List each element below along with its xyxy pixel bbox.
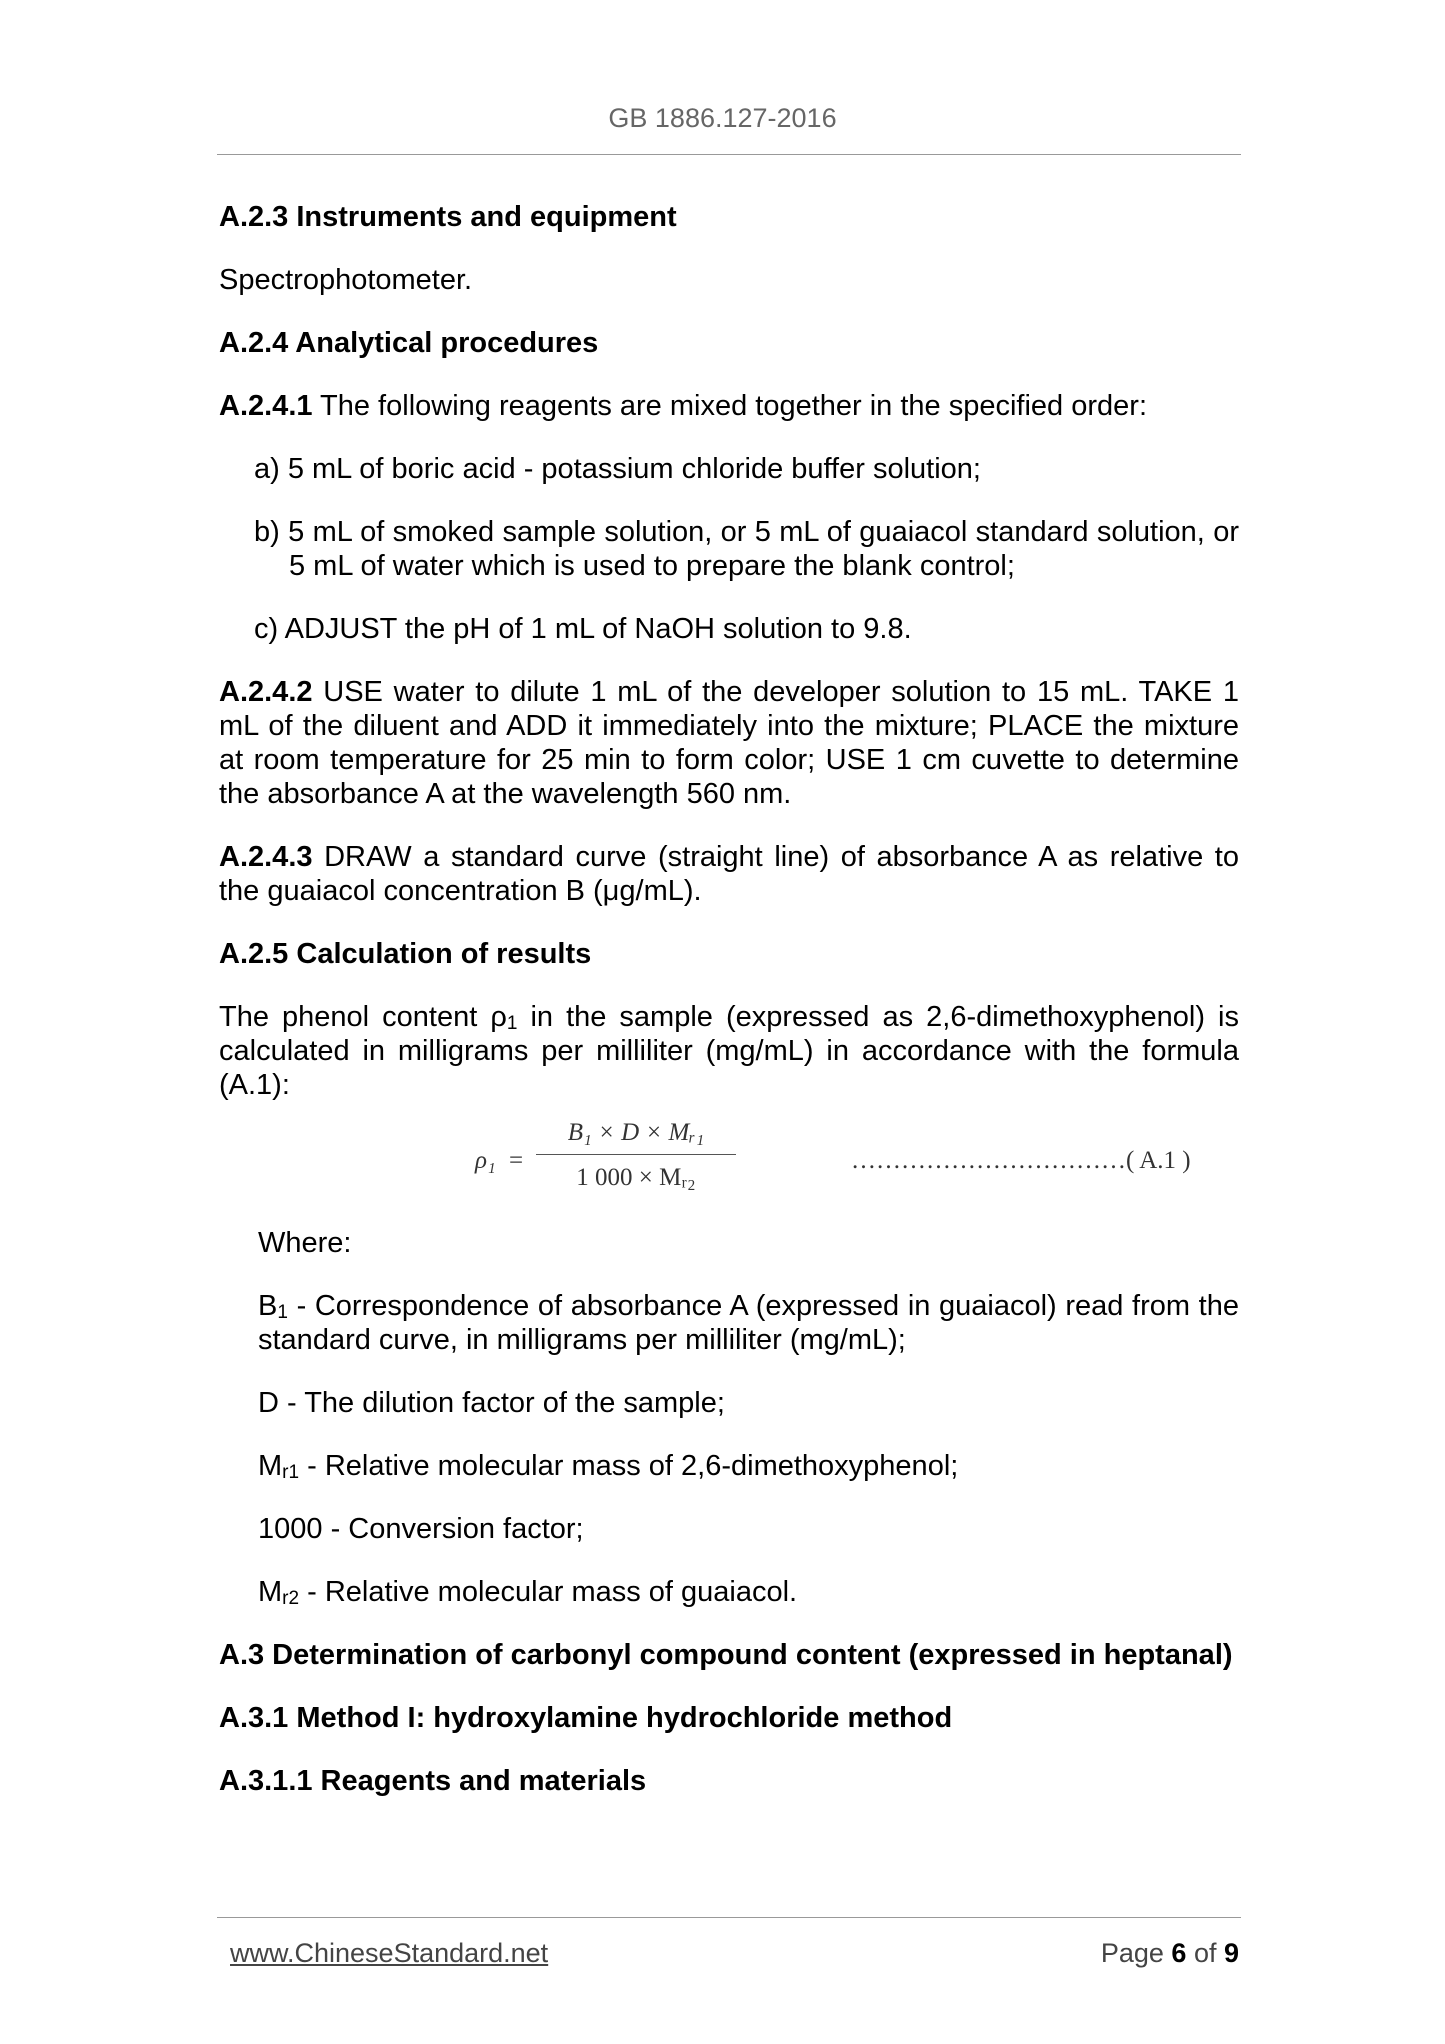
def-symbol: 1000 [258, 1513, 323, 1545]
def-subscript: r1 [282, 1462, 300, 1483]
formula-a1 [219, 1116, 1239, 1206]
def-subscript: r2 [282, 1588, 300, 1609]
def-symbol: M [258, 1450, 283, 1482]
clause-number: A.2.4.1 [219, 390, 313, 422]
formula-fraction [536, 1116, 736, 1195]
header-divider [217, 154, 1241, 155]
def-text: - Relative molecular mass of guaiacol. [299, 1576, 798, 1608]
formula-numerator: B₁ × D × Mᵣ₁ [536, 1116, 736, 1155]
formula-number-label: ……………………………( A.1 ) [851, 1147, 1191, 1174]
paragraph-a25-intro [219, 1000, 1239, 1102]
def-text: - Conversion factor; [322, 1513, 584, 1545]
section-heading-a25: A.2.5 Calculation of results [219, 938, 592, 970]
section-heading-a23: A.2.3 Instruments and equipment [219, 201, 677, 233]
current-page: 6 [1171, 1938, 1187, 1968]
definition-mr2 [219, 1575, 1239, 1609]
definition-1000 [219, 1512, 1239, 1546]
def-symbol: M [258, 1576, 283, 1608]
total-pages: 9 [1223, 1938, 1239, 1968]
where-label: Where: [258, 1227, 352, 1259]
section-heading-a311: A.3.1.1 Reagents and materials [219, 1765, 647, 1797]
clause-text: The following reagents are mixed together in the specified order: [312, 390, 1148, 422]
page-of: of [1186, 1938, 1224, 1968]
def-text: - Correspondence of absorbance A (expressed in guaiacol) read from the standard curve, in milligrams per milliliter (mg/mL); [258, 1290, 1239, 1356]
rho-subscript: 1 [506, 1013, 518, 1034]
list-item-c: c) ADJUST the pH of 1 mL of NaOH solution to 9.8. [254, 613, 912, 645]
definition-d [219, 1386, 1239, 1420]
formula-denominator: 1 000 × Mᵣ₂ [576, 1164, 696, 1191]
paragraph-a242 [219, 675, 1239, 811]
section-heading-a3: A.3 Determination of carbonyl compound content (expressed in heptanal) [219, 1639, 1233, 1671]
clause-text: DRAW a standard curve (straight line) of absorbance A as relative to the guaiacol concentration B (μg/mL). [219, 841, 1239, 907]
formula-lhs: ρ₁ [475, 1147, 496, 1174]
section-heading-a24: A.2.4 Analytical procedures [219, 327, 599, 359]
def-symbol: B [258, 1290, 278, 1322]
paragraph-a243 [219, 840, 1239, 908]
list-item-a: a) 5 mL of boric acid - potassium chloride buffer solution; [254, 453, 981, 485]
formula-equals: = [509, 1147, 524, 1174]
website-link[interactable]: www.ChineseStandard.net [230, 1938, 549, 1968]
clause-number: A.2.4.3 [219, 841, 313, 873]
page-number [1101, 1938, 1239, 1969]
clause-number: A.2.4.2 [219, 676, 313, 708]
def-symbol: D [258, 1387, 279, 1419]
paragraph-a23: Spectrophotometer. [219, 264, 473, 296]
def-subscript: 1 [277, 1302, 288, 1323]
clause-text: USE water to dilute 1 mL of the developer solution to 15 mL. TAKE 1 mL of the diluent and ADD it immediately into the mixture; PLACE the mixture at room temperature for 25 min to form color; USE 1 cm cuvette to determine the absorbance A at the wavelength 560 nm. [219, 676, 1239, 810]
intro-text-end: in the sample (expressed as 2,6-dimethoxyphenol) is calculated in milligrams per milliliter (mg/mL) in accordance with the formula (A.1): [219, 1001, 1240, 1101]
paragraph-a241 [219, 389, 1239, 423]
page-body [219, 192, 1239, 1798]
definition-mr1 [219, 1449, 1239, 1483]
list-item-b: b) 5 mL of smoked sample solution, or 5 mL of guaiacol standard solution, or 5 mL of water which is used to prepare the blank control; [254, 516, 1239, 582]
section-heading-a31: A.3.1 Method I: hydroxylamine hydrochloride method [219, 1702, 953, 1734]
definition-b1 [219, 1289, 1239, 1357]
def-text: - Relative molecular mass of 2,6-dimethoxyphenol; [299, 1450, 959, 1482]
document-code-header: GB 1886.127-2016 [608, 103, 837, 133]
footer-divider [217, 1917, 1241, 1918]
page-label: Page [1100, 1938, 1172, 1968]
intro-text-start: The phenol content ρ [219, 1001, 507, 1033]
def-text: - The dilution factor of the sample; [278, 1387, 725, 1419]
